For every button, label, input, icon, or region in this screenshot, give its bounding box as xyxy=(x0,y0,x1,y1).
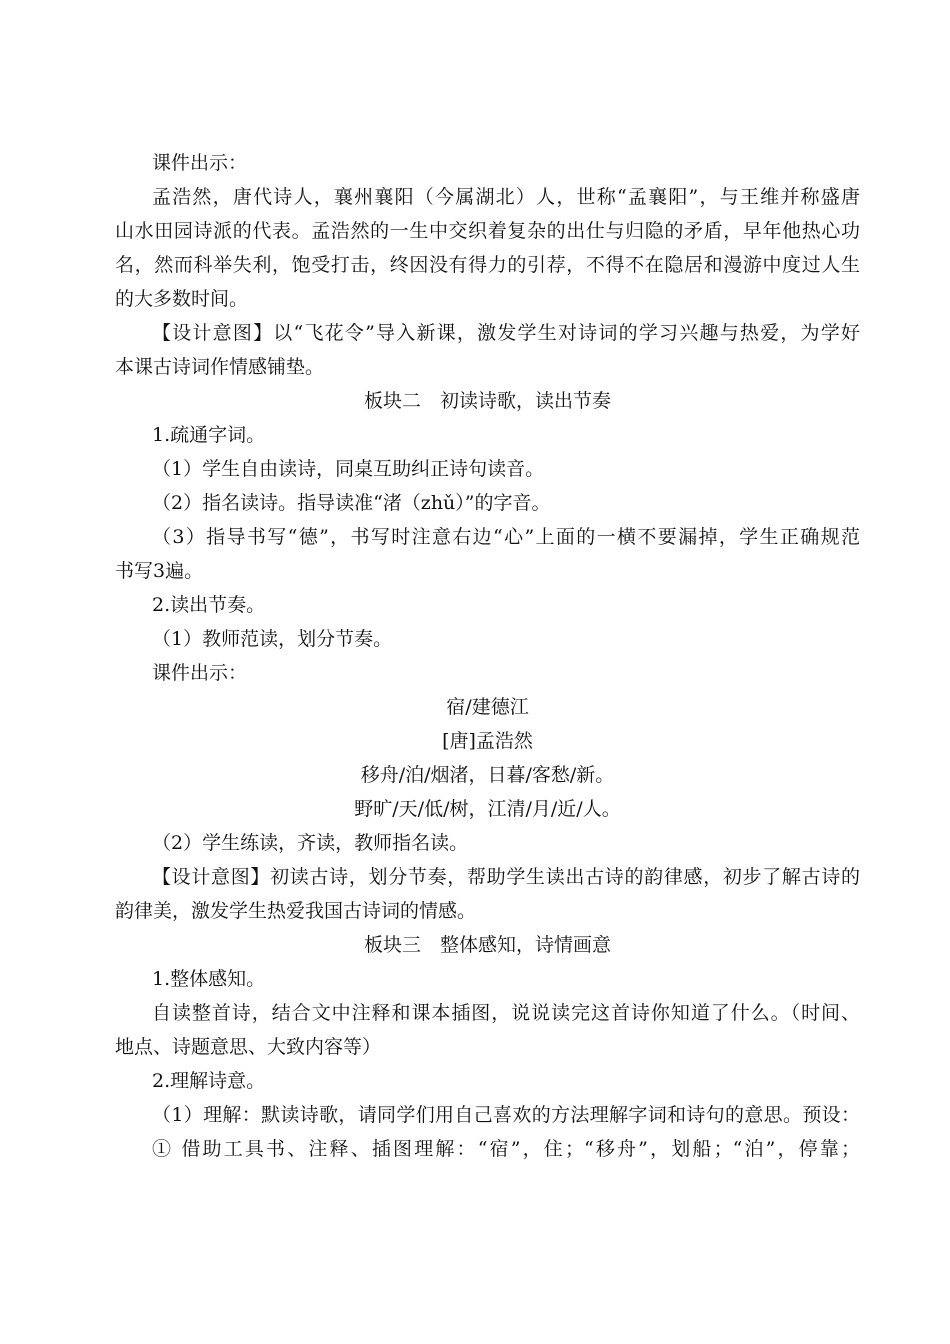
document-page xyxy=(115,146,860,1166)
text-line: 宿/建德江 xyxy=(446,696,529,718)
text-line: （2）学生练读，齐读，教师指名读。 xyxy=(152,832,469,854)
text-line: ① 借助工具书、注释、插图理解：“宿”，住；“移舟”，划船；“泊”，停靠； xyxy=(152,1138,860,1160)
text-line: 板块二 初读诗歌，读出节奏 xyxy=(363,390,611,412)
text-line: 的大多数时间。 xyxy=(115,288,249,310)
text-line: 本课古诗词作情感铺垫。 xyxy=(115,356,325,378)
text-line: （2）指名读诗。指导读准“渚（zhǔ）”的字音。 xyxy=(152,492,551,514)
text-line: 1.疏通字词。 xyxy=(152,424,266,446)
text-line: 【设计意图】以“飞花令”导入新课，激发学生对诗词的学习兴趣与热爱，为学好 xyxy=(152,322,860,344)
text-line: （1）教师范读，划分节奏。 xyxy=(152,628,393,650)
text-line: 移舟/泊/烟渚，日暮/客愁/新。 xyxy=(360,764,615,786)
text-line: 课件出示： xyxy=(152,152,248,174)
text-line: [唐]孟浩然 xyxy=(442,730,533,752)
text-line: 名，然而科举失利，饱受打击，终因没有得力的引荐，不得不在隐居和漫游中度过人生 xyxy=(115,254,860,276)
text-line: 野旷/天/低/树，江清/月/近/人。 xyxy=(354,798,621,820)
text-line: （1）理解：默读诗歌，请同学们用自己喜欢的方法理解字词和诗句的意思。预设： xyxy=(152,1104,860,1126)
text-line: （3）指导书写“德”，书写时注意右边“心”上面的一横不要漏掉，学生正确规范 xyxy=(152,526,860,548)
text-line: 韵律美，激发学生热爱我国古诗词的情感。 xyxy=(115,900,477,922)
text-line: （1）学生自由读诗，同桌互助纠正诗句读音。 xyxy=(152,458,545,480)
text-line: 课件出示： xyxy=(152,662,248,684)
text-line: 1.整体感知。 xyxy=(152,968,266,990)
text-line: 山水田园诗派的代表。孟浩然的一生中交织着复杂的出仕与归隐的矛盾，早年他热心功 xyxy=(115,220,860,242)
text-line: 【设计意图】初读古诗，划分节奏，帮助学生读出古诗的韵律感，初步了解古诗的 xyxy=(152,866,860,888)
text-line: 2.理解诗意。 xyxy=(152,1070,266,1092)
document-body xyxy=(115,146,860,1166)
text-line: 孟浩然，唐代诗人，襄州襄阳（今属湖北）人，世称“孟襄阳”，与王维并称盛唐 xyxy=(152,186,860,208)
text-line: 书写3遍。 xyxy=(115,560,204,582)
text-line: 板块三 整体感知，诗情画意 xyxy=(363,934,611,956)
text-line: 自读整首诗，结合文中注释和课本插图，说说读完这首诗你知道了什么。（时间、 xyxy=(152,1002,860,1024)
text-line: 地点、诗题意思、大致内容等） xyxy=(115,1036,382,1058)
text-line: 2.读出节奏。 xyxy=(152,594,266,616)
